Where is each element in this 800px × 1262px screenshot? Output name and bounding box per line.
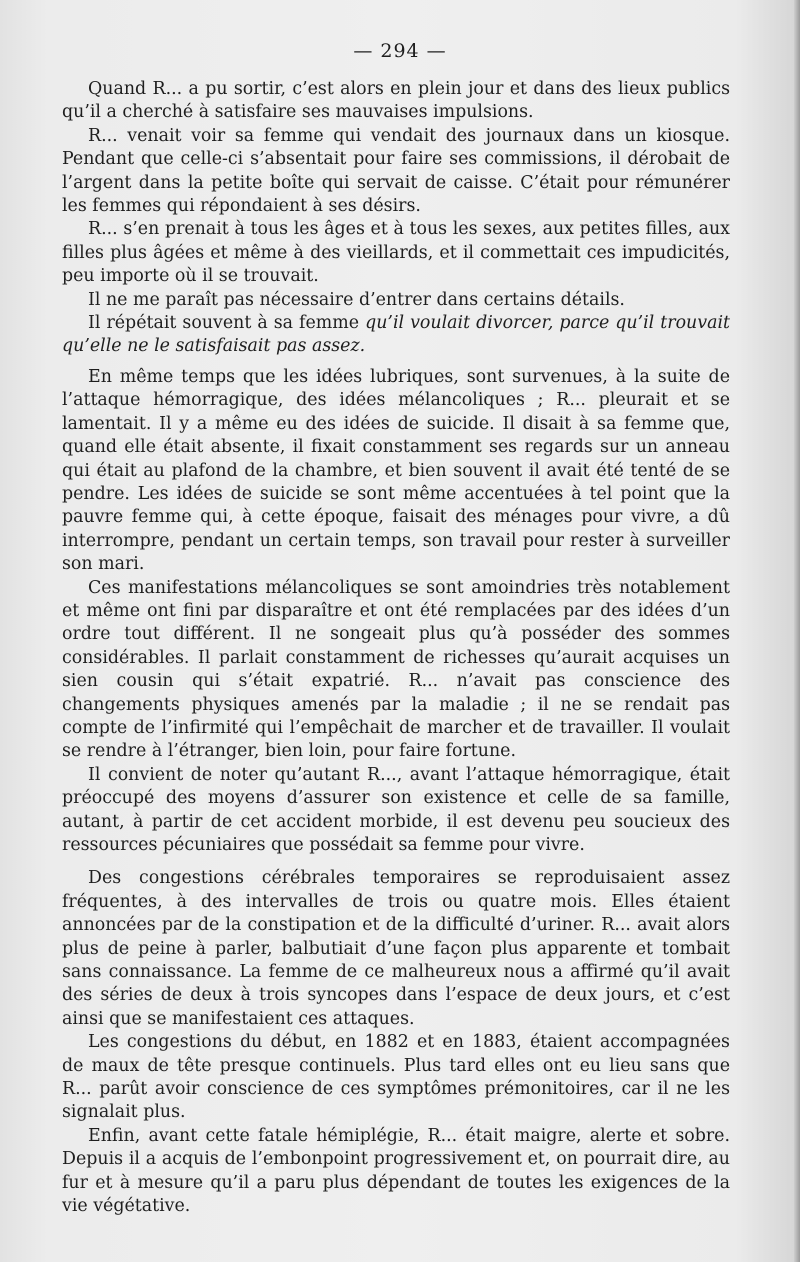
paragraph: Il ne me paraît pas nécessaire d’entrer dans certains détails. — [88, 289, 625, 310]
page-number: — 294 — — [353, 40, 447, 62]
paragraph: Quand R... a pu sortir, c’est alors en plein jour et dans des lieux publics qu’il a cherché à satisfaire ses mauvaises impulsions. — [62, 79, 730, 123]
paragraph: R... venait voir sa femme qui vendait des journaux dans un kiosque. Pendant que celle-ci s’absentait pour faire ses commissions, il dérobait de l’argent dans la petite boîte qui servait de caisse. C’était pour rémunérer les femmes qui répondaient à ses désirs. — [62, 125, 730, 217]
paragraph: Ces manifestations mélancoliques se sont amoindries très notablement et même ont fini par disparaître et ont été remplacées par des idées d’un ordre tout différent. Il ne songeait plus qu’à posséder des sommes considérables. Il parlait constamment de richesses qu’aurait acquises un sien cousin qui s’était expatrié. R... n’avait pas conscience des changements physiques amenés par la maladie ; il ne se rendait pas compte de l’infirmité qui l’empêchait de marcher et de travailler. Il voulait se rendre à l’étranger, bien loin, pour faire fortune. — [62, 577, 730, 762]
paragraph: Les congestions du début, en 1882 et en 1883, étaient accompagnées de maux de tête presque continuels. Plus tard elles ont eu lieu sans que R... parût avoir conscience de ces symptômes prémonitoires, car il ne les signalait plus. — [62, 1032, 730, 1123]
paragraph: Des congestions cérébrales temporaires se reproduisaient assez fréquentes, à des intervalles de trois ou quatre mois. Elles étaient annoncées par de la constipation et de la difficulté d’uriner. R... avait alors plus de peine à parler, balbutiait d’une façon plus apparente et tombait sans connaissance. La femme de ce malheureux nous a affirmé qu’il avait des séries de deux à trois syncopes dans l’espace de deux jours, et c’est ainsi que se manifestaient ces attaques. — [62, 868, 730, 1029]
quote-italic: qu’il voulait divorcer, parce qu’il trouvait qu’elle ne le satisfaisait pas assez. — [62, 313, 730, 357]
page-edge-shadow — [794, 0, 800, 1262]
quote-lead: Il répétait souvent à sa femme — [88, 313, 366, 334]
paragraph: Il convient de noter qu’autant R..., avant l’attaque hémorragique, était préoccupé des moyens d’assurer son existence et celle de sa famille, autant, à partir de cet accident morbide, il est devenu peu soucieux des ressources pécuniaires que possédait sa femme pour vivre. — [62, 764, 730, 855]
quote-paragraph — [62, 312, 730, 359]
paragraph: R... s’en prenait à tous les âges et à tous les sexes, aux petites filles, aux filles plus âgées et même à des vieillards, et il commettait ces impudicités, peu importe où il se trouvait. — [62, 219, 730, 287]
paragraph: Enfin, avant cette fatale hémiplégie, R... était maigre, alerte et sobre. Depuis il a acquis de l’embonpoint progressivement et, on pourrait dire, au fur et à mesure qu’il a paru plus dépendant de toutes les exigences de la vie végétative. — [62, 1125, 730, 1217]
paragraph: En même temps que les idées lubriques, sont survenues, à la suite de l’attaque hémorragique, des idées mélancoliques ; R... pleurait et se lamentait. Il y a même eu des idées de suicide. Il disait à sa femme que, quand elle était absente, il fixait constamment ses regards sur un anneau qui était au plafond de la chambre, et bien souvent il avait été tenté de se pendre. Les idées de suicide se sont même accentuées à tel point que la pauvre femme qui, à cette époque, faisait des ménages pour vivre, a dû interrompre, pendant un certain temps, son travail pour rester à surveiller son mari. — [62, 366, 730, 575]
body-text — [62, 78, 730, 1219]
